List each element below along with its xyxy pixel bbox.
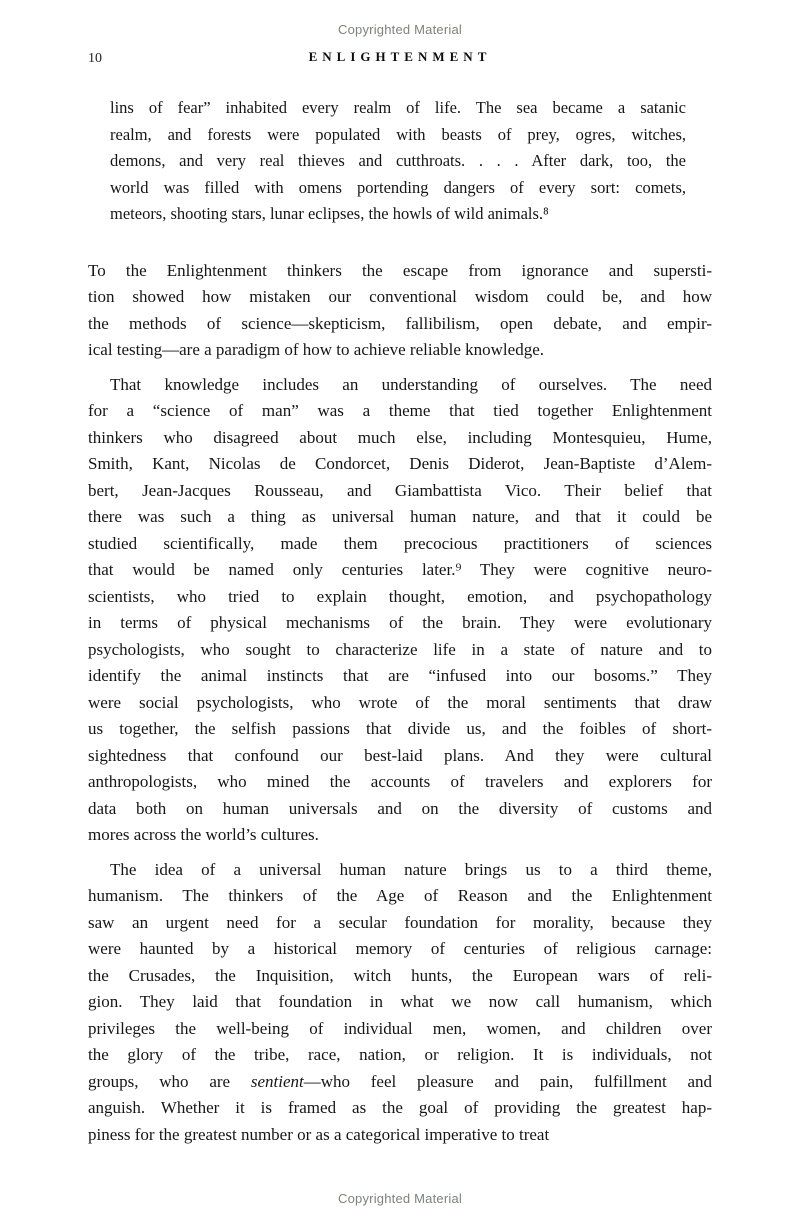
text-line: The idea of a universal human nature brings us to a third theme, [110, 859, 712, 879]
paragraph [88, 258, 712, 364]
text-line: mores across the world’s cultures. [88, 825, 319, 844]
text-line: that would be named only centuries later.⁹ They were cognitive neuro- [88, 560, 712, 579]
paragraph [88, 857, 712, 1149]
text-line: tion showed how mistaken our conventional wisdom could be, and how [88, 287, 712, 306]
page-number: 10 [88, 51, 102, 66]
text-line: anthropologists, who mined the accounts of travelers and explorers for [88, 772, 712, 791]
text-line: anguish. Whether it is framed as the goal of providing the greatest hap- [88, 1098, 712, 1117]
paragraph [88, 372, 712, 849]
text-line: identify the animal instincts that are “infused into our bosoms.” They [88, 666, 712, 685]
page-header [0, 49, 800, 69]
text-line: demons, and very real thieves and cutthroats. . . . After dark, too, the [110, 151, 686, 170]
running-head: ENLIGHTENMENT [308, 49, 492, 64]
text-line: were haunted by a historical memory of centuries of religious carnage: [88, 939, 712, 958]
text-line: humanism. The thinkers of the Age of Reason and the Enlightenment [88, 886, 712, 905]
text-line: gion. They laid that foundation in what we now call humanism, which [88, 992, 712, 1011]
text-line: the glory of the tribe, race, nation, or religion. It is individuals, not [88, 1045, 712, 1064]
text-line: there was such a thing as universal human nature, and that it could be [88, 507, 712, 526]
text-line: sightedness that confound our best-laid plans. And they were cultural [88, 745, 712, 765]
text-segment: —who feel pleasure and pain, fulfillment and [303, 1071, 712, 1091]
text-line: lins of fear” inhabited every realm of life. The sea became a satanic [110, 98, 686, 117]
text-line: psychologists, who sought to characterize life in a state of nature and to [88, 639, 712, 659]
text-line: studied scientifically, made them precocious practitioners of sciences [88, 533, 712, 553]
text-line: for a “science of man” was a theme that tied together Enlightenment [88, 401, 712, 420]
text-line [88, 1069, 712, 1096]
text-line: meteors, shooting stars, lunar eclipses, the howls of wild animals.⁸ [110, 204, 549, 223]
text-line: To the Enlightenment thinkers the escape from ignorance and supersti- [88, 260, 712, 280]
text-line: the methods of science—skepticism, fallibilism, open debate, and empir- [88, 313, 712, 333]
text-line: in terms of physical mechanisms of the brain. They were evolutionary [88, 613, 712, 632]
text-line: thinkers who disagreed about much else, including Montesquieu, Hume, [88, 427, 712, 447]
text-segment: groups, who are [88, 1071, 251, 1091]
text-block [88, 95, 712, 1148]
text-line: world was filled with omens portending dangers of every sort: comets, [110, 177, 686, 197]
copyright-notice-bottom: Copyrighted Material [338, 1191, 462, 1206]
text-line: the Crusades, the Inquisition, witch hunts, the European wars of reli- [88, 965, 712, 985]
italic-text: sentient [250, 1071, 304, 1091]
text-line: scientists, who tried to explain thought, emotion, and psychopathology [88, 586, 712, 606]
copyright-notice-top: Copyrighted Material [338, 22, 462, 37]
text-line: privileges the well-being of individual men, women, and children over [88, 1018, 712, 1038]
text-line: realm, and forests were populated with beasts of prey, ogres, witches, [110, 124, 686, 144]
text-line: bert, Jean-Jacques Rousseau, and Giambattista Vico. Their belief that [88, 480, 712, 500]
block-quote [88, 95, 712, 228]
text-line: Smith, Kant, Nicolas de Condorcet, Denis Diderot, Jean-Baptiste d’Alem- [88, 454, 712, 473]
text-line: saw an urgent need for a secular foundation for morality, because they [88, 912, 712, 932]
text-line: ical testing—are a paradigm of how to achieve reliable knowledge. [88, 340, 544, 359]
text-line: us together, the selfish passions that divide us, and the foibles of short- [88, 719, 712, 738]
text-line: data both on human universals and on the diversity of customs and [88, 798, 712, 818]
text-line: piness for the greatest number or as a categorical imperative to treat [88, 1124, 550, 1144]
text-line: were social psychologists, who wrote of the moral sentiments that draw [88, 692, 712, 712]
text-line: That knowledge includes an understanding of ourselves. The need [110, 374, 712, 394]
